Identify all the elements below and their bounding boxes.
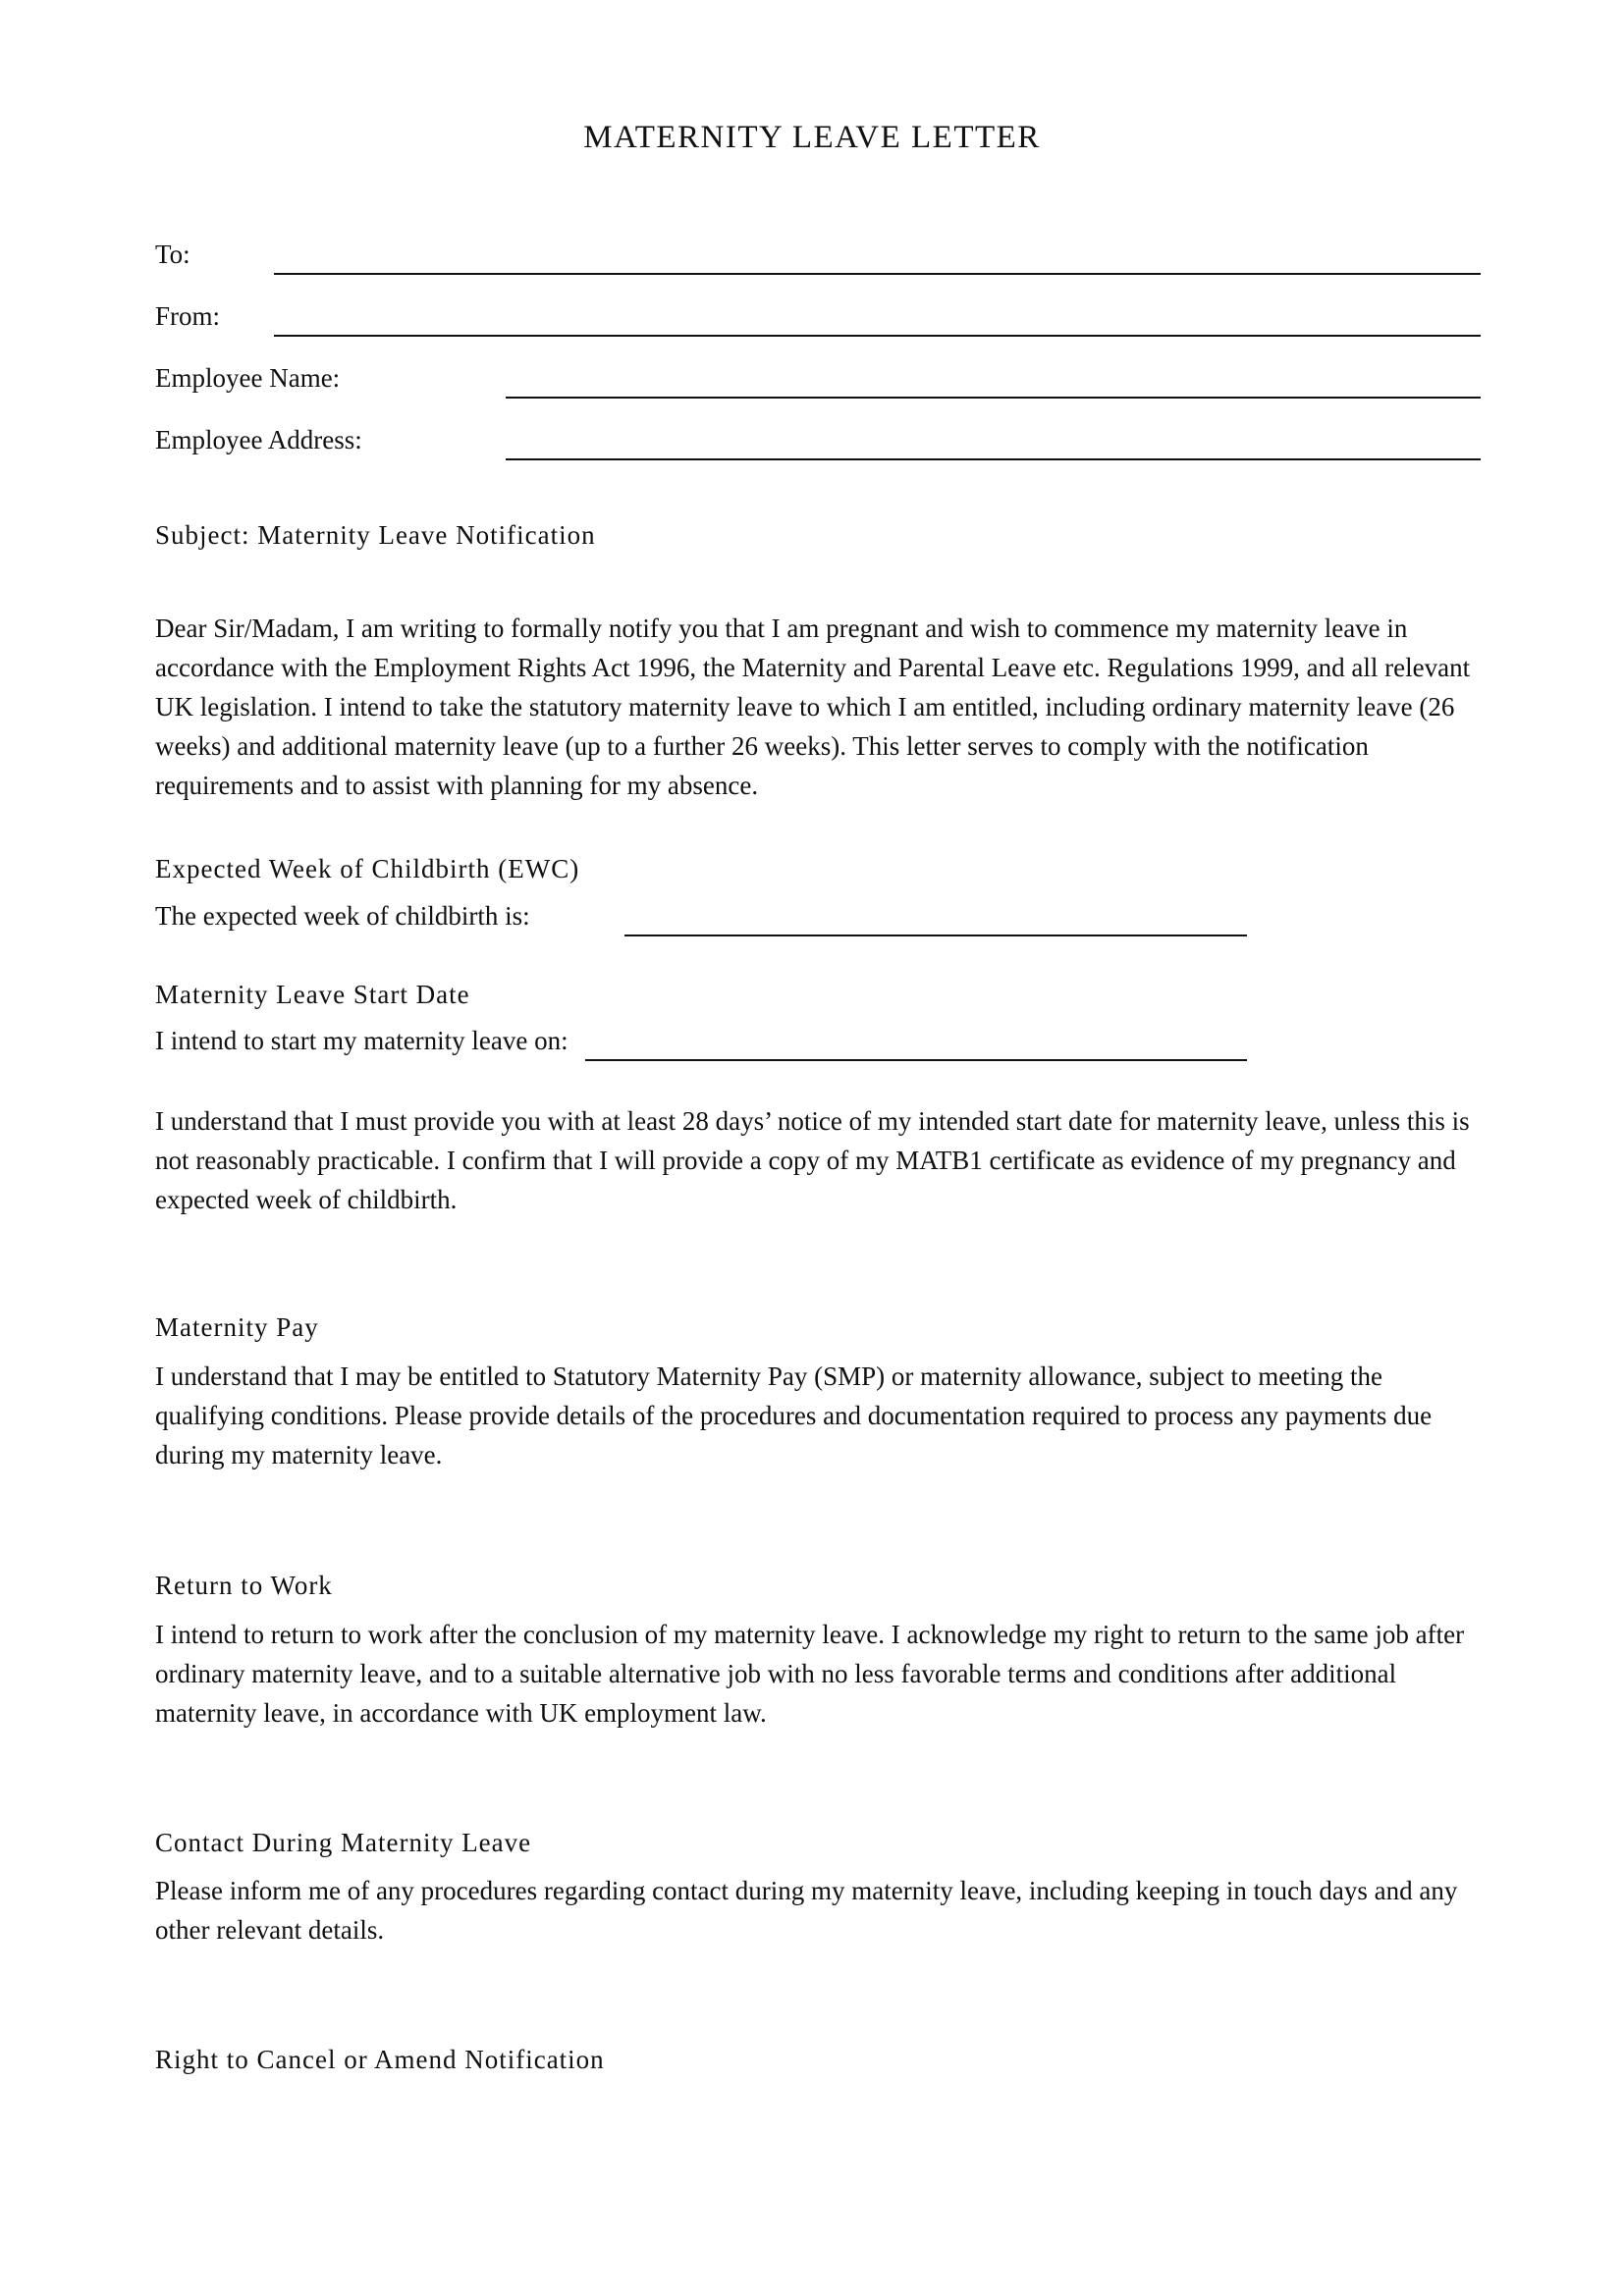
maternity-pay-paragraph: I understand that I may be entitled to Statutory Maternity Pay (SMP) or maternity allowance, subject to meeting the qualifying conditions. Please provide details of the procedures and documentation required to process any payments due during my maternity leave. xyxy=(155,1362,1433,1469)
employee-name-field xyxy=(155,363,1481,402)
employee-name-input-line[interactable] xyxy=(506,397,1481,399)
ewc-heading: Expected Week of Childbirth (EWC) xyxy=(155,854,580,883)
cancel-amend-heading: Right to Cancel or Amend Notification xyxy=(155,2045,605,2074)
from-input-line[interactable] xyxy=(274,335,1481,337)
subject-line: Subject: Maternity Leave Notification xyxy=(155,520,596,550)
page-title: MATERNITY LEAVE LETTER xyxy=(583,120,1041,155)
employee-address-field xyxy=(155,425,1481,464)
ewc-field xyxy=(155,901,1247,940)
from-field xyxy=(155,301,1481,341)
start-date-heading: Maternity Leave Start Date xyxy=(155,980,470,1009)
to-field xyxy=(155,240,1481,279)
start-date-label: I intend to start my maternity leave on: xyxy=(155,1026,568,1055)
to-input-line[interactable] xyxy=(274,273,1481,275)
intro-paragraph: Dear Sir/Madam, I am writing to formally notify you that I am pregnant and wish to commence my maternity leave in accordance with the Employment Rights Act 1996, the Maternity and Parental Leave etc. Regulations 1999, and all relevant UK legislation. I intend to take the statutory maternity leave to which I am entitled, including ordinary maternity leave (26 weeks) and additional maternity leave (up to a further 26 weeks). This letter serves to comply with the notification requirements and to assist with planning for my absence. xyxy=(155,614,1471,800)
employee-name-label: Employee Name: xyxy=(155,363,341,393)
contact-paragraph: Please inform me of any procedures regarding contact during my maternity leave, including keeping in touch days and any other relevant details. xyxy=(155,1876,1458,1945)
ewc-label: The expected week of childbirth is: xyxy=(155,901,530,931)
to-label: To: xyxy=(155,240,190,269)
contact-heading: Contact During Maternity Leave xyxy=(155,1828,532,1857)
from-label: From: xyxy=(155,301,221,331)
start-date-field xyxy=(155,1026,1247,1065)
start-date-input-line[interactable] xyxy=(585,1059,1247,1061)
employee-address-label: Employee Address: xyxy=(155,425,362,454)
return-to-work-paragraph: I intend to return to work after the conclusion of my maternity leave. I acknowledge my right to return to the same job after ordinary maternity leave, and to a suitable alternative job with no less favorable terms and conditions after additional maternity leave, in accordance with UK employment law. xyxy=(155,1620,1465,1728)
employee-address-input-line[interactable] xyxy=(506,458,1481,460)
return-to-work-heading: Return to Work xyxy=(155,1571,333,1600)
notice-paragraph: I understand that I must provide you with at least 28 days’ notice of my intended start date for maternity leave, unless this is not reasonably practicable. I confirm that I will provide a copy of my MATB1 certificate as evidence of my pregnancy and expected week of childbirth. xyxy=(155,1106,1470,1214)
maternity-pay-heading: Maternity Pay xyxy=(155,1312,319,1342)
ewc-input-line[interactable] xyxy=(624,934,1247,936)
